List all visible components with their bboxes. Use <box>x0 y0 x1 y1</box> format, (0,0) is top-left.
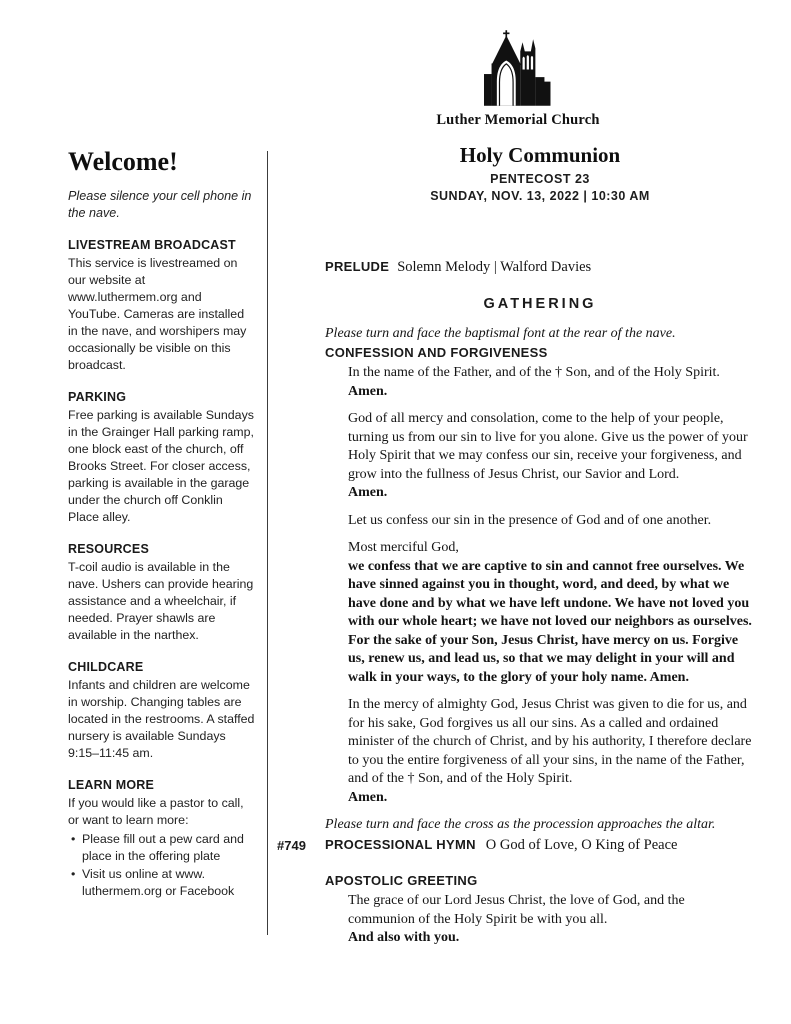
section-title-parking: PARKING <box>68 390 127 404</box>
greeting-response: And also with you. <box>348 930 460 945</box>
masthead <box>368 30 668 129</box>
column-divider <box>267 151 268 935</box>
liturgy-block <box>325 410 755 503</box>
church-silhouette-icon <box>484 30 552 106</box>
section-title-livestream: LIVESTREAM BROADCAST <box>68 238 236 252</box>
hymn-number: #749 <box>277 837 306 853</box>
liturgy-block <box>325 539 755 687</box>
liturgy-line: Let us confess our sin in the presence of God and of one another. <box>348 512 712 528</box>
section-body-childcare: Infants and children are welcome in worship. Changing tables are located in the restrooms. A staffed nursery is available Sundays 9:15–11:45 am. <box>68 678 255 760</box>
section-body-learn-more: If you would like a pastor to call, or want to learn more: <box>68 796 244 827</box>
gathering-heading: GATHERING <box>483 295 597 312</box>
liturgy-block <box>325 892 755 948</box>
apostolic-greeting-heading: APOSTOLIC GREETING <box>325 873 478 888</box>
section-body-parking: Free parking is available Sundays in the Grainger Hall parking ramp, one block east of the church, off Brooks Street. For closer access, parking is available in the garage under the church off Conklin Place alley. <box>68 408 254 524</box>
liturgy-response: Amen. <box>348 789 388 805</box>
greeting-line: The grace of our Lord Jesus Christ, the love of God, and the communion of the Holy Spirit be with you all. <box>348 893 685 927</box>
liturgy-line: Most merciful God, <box>348 540 459 555</box>
liturgy-block <box>325 512 755 531</box>
liturgy-response: Amen. <box>348 485 388 500</box>
welcome-sidebar <box>68 147 256 900</box>
learn-more-bullet-list <box>68 831 256 900</box>
service-datetime: SUNDAY, NOV. 13, 2022 | 10:30 AM <box>430 189 650 203</box>
section-body-livestream: This service is livestreamed on our website at www.luthermem.org and YouTube. Cameras are installed in the nave, and worshipers may occasionally be visible on this broadcast. <box>68 256 247 372</box>
liturgy-line: In the name of the Father, and of the † Son, and of the Holy Spirit. <box>348 365 720 380</box>
section-title-learn-more: LEARN MORE <box>68 778 155 792</box>
processional-hymn-line <box>277 836 755 856</box>
liturgy-block <box>325 364 755 401</box>
liturgy-absolution: In the mercy of almighty God, Jesus Christ was given to die for us, and for his sake, God forgives us all our sins. As a called and ordained minister of the church of Christ, and by his authority, I therefore declare to you the entire forgiveness of all your sins, in the name of the Father, and of the † Son, and of the Holy Spirit. <box>348 697 752 786</box>
rubric-procession: Please turn and face the cross as the procession approaches the altar. <box>325 817 716 832</box>
liturgy-confession-prayer: we confess that we are captive to sin and cannot free ourselves. We have sinned against you in thought, word, and deed, by what we have done and by what we have left undone. We have not loved you with our whole heart; we have not loved our neighbors as ourselves. For the sake of your Son, Jesus Christ, have mercy on us. Forgive us, renew us, and lead us, so that we may delight in your will and walk in your ways, to the glory of your holy name. Amen. <box>348 558 752 685</box>
silence-phone-note: Please silence your cell phone in the nave. <box>68 189 252 220</box>
prelude-line <box>325 258 755 278</box>
confession-heading: CONFESSION AND FORGIVENESS <box>325 345 548 360</box>
hymn-title: O God of Love, O King of Peace <box>485 836 678 853</box>
rubric-baptismal-font: Please turn and face the baptismal font at the rear of the nave. <box>325 325 676 341</box>
welcome-title: Welcome! <box>68 147 178 176</box>
service-order-column <box>277 143 755 948</box>
section-body-resources: T-coil audio is available in the nave. Ushers can provide hearing assistance and a wheelchair, if needed. Prayer shawls are available in the narthex. <box>68 560 254 642</box>
list-item: • Please fill out a pew card and place in the offering plate <box>68 831 256 865</box>
section-title-childcare: CHILDCARE <box>68 660 144 674</box>
list-item: • Visit us online at www. luthermem.org or Facebook <box>68 866 256 900</box>
service-title: Holy Communion <box>459 143 621 167</box>
section-title-resources: RESOURCES <box>68 542 149 556</box>
liturgy-response: Amen. <box>348 383 388 399</box>
prelude-label: PRELUDE <box>325 259 390 274</box>
hymn-label: PROCESSIONAL HYMN <box>325 836 476 852</box>
liturgy-block <box>325 696 755 807</box>
church-name: Luther Memorial Church <box>436 112 600 128</box>
liturgy-line: God of all mercy and consolation, come to the help of your people, turning us from our sin to live for you alone. Give us the power of your Holy Spirit that we may confess our sin, receive your forgiveness, and grow into the fullness of Jesus Christ, our Savior and Lord. <box>348 411 748 482</box>
service-season: PENTECOST 23 <box>490 172 590 186</box>
prelude-piece: Solemn Melody | Walford Davies <box>397 259 592 275</box>
